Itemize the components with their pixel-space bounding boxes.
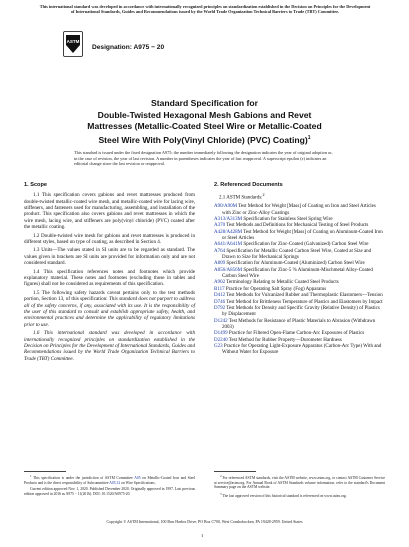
title-line-3: Mattresses (Metallic-Coated Steel Wire or Metallic-Coated: [87, 121, 322, 131]
scope-1-5-caveat: This standard does not purport to address all of the safety concerns, if any, associated with its use. It is the responsibility of the user of this standard to consult and establish appropriate safety, health, and environmental practices and determine the applicability of regulatory limitations prior to use.: [24, 296, 195, 328]
footnote-rule-right: [214, 471, 256, 472]
references-subheading-text: 2.1 ASTM Standards:: [219, 196, 263, 201]
reference-title: Test Methods for Resistance of Plastic Materials to Abrasion (Withdrawn 2003): [222, 318, 376, 330]
scope-1-4: 1.4 This specification references notes and footnotes which provide explanatory material. These notes and footnotes (excluding those in tables and figures) shall not be considered as requirements of this specification.: [24, 268, 195, 288]
reference-code-link[interactable]: A809: [214, 261, 226, 267]
reference-title: Test Method for Weight [Mass] of Coating on Iron and Steel Articles with Zinc or Zinc-Alloy Coatings: [222, 204, 376, 216]
footnote-1: $^1$ This specification is under the jurisdiction of ASTM Committee A05 on Metallic-Coated Iron and Steel Products and is the direct responsibility of Subcommittee A05.12 on Wire Specifications.: [24, 474, 195, 485]
reference-code-link[interactable]: A856/A856M: [214, 267, 243, 273]
reference-title: Test Methods and Definitions for Mechanical Testing of Steel Products: [225, 223, 369, 229]
reference-code-link[interactable]: D1499: [214, 331, 228, 337]
reference-code-link[interactable]: A313/A313M: [214, 217, 243, 223]
astm-logo: [63, 31, 83, 57]
svg-text:ASTM: ASTM: [66, 39, 80, 44]
reference-list: [214, 204, 385, 356]
reference-title: Specification for Metallic Coated Carbon Steel Wire, Coated at Size and Drawn to Size for Mechanical Springs: [222, 248, 372, 261]
reference-title: Test Methods for Vulcanized Rubber and Thermoplastic Elastomers—Tension: [225, 293, 383, 299]
reference-title: Specification for Zinc-Coated (Galvanized) Carbon Steel Wire: [242, 242, 369, 248]
reference-title: Specification for Aluminum-Coated (Aluminized) Carbon Steel Wire: [225, 261, 365, 267]
reference-item: [214, 319, 385, 332]
subcommittee-link[interactable]: A05.12: [109, 480, 121, 485]
copyright-footer: Copyright © ASTM International, 100 Barr Harbor Drive, PO Box C700, West Conshohocken, PA 19428-2959. United States: [106, 520, 303, 524]
reference-title: Terminology Relating to Metallic Coated Steel Products: [225, 280, 339, 286]
scope-heading: 1. Scope: [24, 182, 48, 188]
reference-title: Test Method for Brittleness Temperature of Plastics and Elastomers by Impact: [225, 299, 383, 305]
reference-title: Practice for Filtered Open-Flame Carbon-Arc Exposures of Plastics: [227, 331, 365, 337]
reference-code-link[interactable]: D412: [214, 293, 226, 299]
reference-title: Practice for Operating Salt Spray (Fog) Apparatus: [224, 286, 327, 292]
reference-code-link[interactable]: A90/A90M: [214, 204, 238, 210]
reference-title: Test Methods for Density and Specific Gravity (Relative Density) of Plastics by Displacement: [222, 305, 380, 318]
reference-code-link[interactable]: A764: [214, 248, 226, 254]
reference-code-link[interactable]: D2240: [214, 337, 228, 343]
footnote-1-a: This specification is under the jurisdiction of ASTM Committee: [33, 476, 135, 481]
scope-1-5: [24, 290, 195, 328]
committee-link[interactable]: A05: [134, 476, 141, 481]
title-line-2: Double-Twisted Hexagonal Mesh Gabions and Revet: [97, 109, 312, 120]
reference-code-link[interactable]: A902: [214, 280, 226, 286]
scope-1-3: 1.3 Units—The values stated in SI units are to be regarded as standard. The values given in brackets are SI units are provided for information only and are not considered standard.: [24, 247, 195, 267]
scope-1-2: 1.2 Double-twisted wire mesh for gabions and revet mattresses is produced in different styles, based on type of coating, as described in Section 4.: [24, 232, 195, 245]
footnote-1-edition: Current edition approved Nov. 1, 2020. Published December 2020. Originally approved in 1997. Last previous edition approved in 2016 as A975 − 11(2016). DOI: 10.1520/A0975-20.: [24, 487, 195, 496]
reference-title: Specification for Zinc-5 % Aluminum-Mischmetal Alloy-Coated Carbon Steel Wire: [222, 267, 373, 280]
references-subheading: [219, 192, 385, 202]
footnote-1-b: on Metallic-Coated Iron and Steel Products and is the direct responsibility of Subcommittee: [24, 476, 195, 485]
reference-item: [214, 230, 385, 243]
scope-1-6: 1.6 This international standard was developed in accordance with internationally recognized principles on standardization established in the Decision on Principles for the Development of International Standards, Guides and Recommendations issued by the World Trade Organization Technical Barriers to Trade (TBT) Committee.: [24, 330, 195, 362]
reference-title: Test Method for Rubber Property—Durometer Hardness: [227, 337, 342, 343]
reference-item: [214, 306, 385, 319]
designation: Designation: A975 − 20: [92, 44, 165, 51]
reference-code-link[interactable]: D1242: [214, 318, 228, 324]
reference-code-link[interactable]: D792: [214, 305, 226, 311]
document-title: [46, 98, 363, 146]
reference-title: Practice for Operating Light-Exposure Apparatus (Carbon-Arc Type) With and Without Water for Exposure: [222, 343, 382, 356]
reference-code-link[interactable]: A428/A428M: [214, 229, 243, 235]
issued-note: This standard is issued under the fixed designation A975; the number immediately following the designation indicates the year of original adoption or, in the case of revision, the year of last revision. A number in parentheses indicates the year of last reapproval. A superscript epsilon (ε) indicates an editorial change since the last revision or reapproval.: [74, 150, 333, 167]
footnotes-left: [24, 474, 195, 498]
scope-1-5-lead: 1.5 The following safety hazards caveat pertains only to the test methods portion, Section 13, of this specification:: [24, 289, 195, 303]
reference-code-link[interactable]: D746: [214, 299, 226, 305]
footnote-2: $^2$ For referenced ASTM standards, visit the ASTM website, www.astm.org, or contact ASTM Customer Service at service@astm.org. For Annual Book of ASTM Standards volume information, refer to the standard's Document Summary page on the ASTM website.: [214, 474, 385, 490]
reference-item: [214, 204, 385, 217]
wto-notice: This international standard was developed in accordance with internationally recognized principles on standardization established in the Decision on Principles for the Development of International Standards, Guides and Recommendations issued by the World Trade Organization Technical Barriers to Trade (TBT) Committee.: [39, 4, 371, 15]
referenced-documents-section: [214, 182, 385, 357]
title-line-4-text: Steel Wire With Poly(Vinyl Chloride) (PVC) Coating): [98, 134, 308, 145]
page-number: 1: [201, 533, 204, 538]
reference-title: Specification for Stainless Steel Spring Wire: [242, 217, 333, 223]
footnotes-right: [214, 474, 385, 500]
footnote-1-c: on Wire Specifications.: [120, 480, 156, 485]
reference-code-link[interactable]: G23: [214, 343, 223, 349]
reference-code-link[interactable]: B117: [214, 286, 225, 292]
footnote-2-text: For referenced ASTM standards, visit the ASTM website, www.astm.org, or contact ASTM Customer Service at service@astm.org. For Annual Book of ASTM Standards volume information, refer to the standard's Document Summary page on the ASTM website.: [214, 476, 385, 490]
reference-title: Test Method for Weight [Mass] of Coating on Aluminum-Coated Iron or Steel Articles: [222, 229, 383, 242]
reference-item: [214, 344, 385, 357]
reference-item: [214, 249, 385, 262]
title-footnote-ref: 1: [307, 134, 311, 141]
scope-1-1: 1.1 This specification covers gabions and revet mattresses produced from double-twisted metallic-coated wire mesh, and metallic-coated wire for lacing wire, stiffeners, and fasteners used for manufacturing, assembling, and installation of the product. This specification also covers gabions and revet mattresses in which the wire mesh, lacing wire, and stiffeners are poly(vinyl chloride) (PVC) coated after the metallic coating.: [24, 192, 195, 231]
footnote-3-text: The last approved version of this historical standard is referenced on www.astm.org.: [222, 493, 347, 498]
footnote-3: $^3$ The last approved version of this historical standard is referenced on www.astm.org.: [220, 491, 347, 498]
title-line-4: [46, 133, 363, 146]
title-line-1: Standard Specification for: [151, 98, 258, 108]
reference-code-link[interactable]: A370: [214, 223, 226, 229]
footnote-rule-left: [24, 471, 66, 472]
references-footnote-ref: 2: [262, 192, 265, 198]
reference-code-link[interactable]: A641/A641M: [214, 242, 243, 248]
references-heading: 2. Referenced Documents: [214, 182, 283, 188]
reference-item: [214, 268, 385, 281]
scope-section: [24, 182, 195, 364]
